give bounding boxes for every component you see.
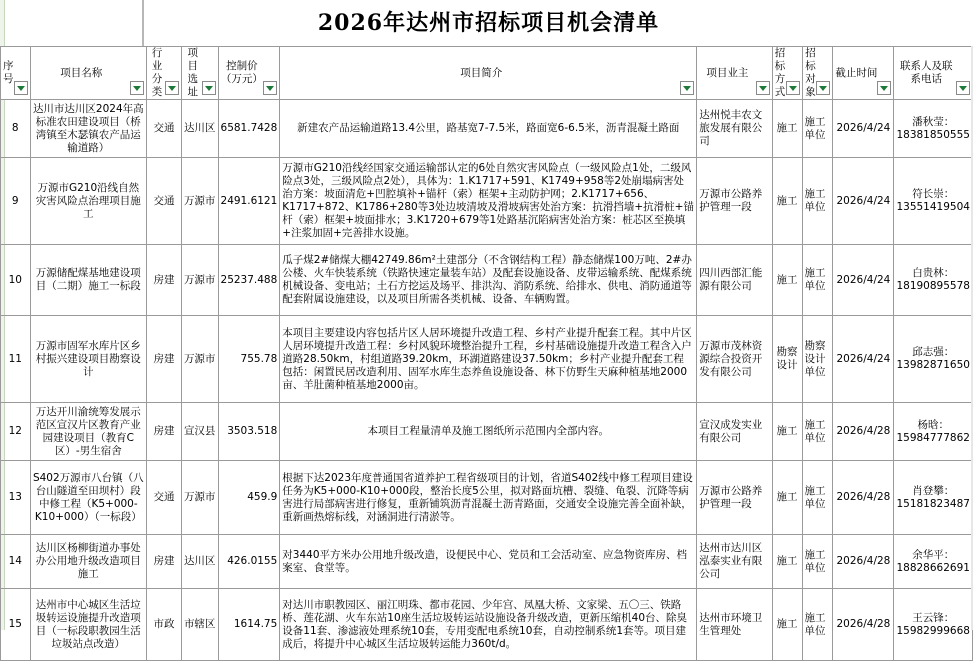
header-industry[interactable]: 行业分类 [147,47,182,100]
cell-name[interactable]: 达川区杨柳街道办事处办公用地升级改造项目施工 [30,535,147,589]
cell-mode[interactable]: 施工 [772,245,802,316]
cell-name[interactable]: 万源储配煤基地建设项目（二期）施工一标段 [30,245,147,316]
cell-unit[interactable]: 施工单位 [802,100,833,158]
cell-name[interactable]: S402万源市八台镇（八台山隧道至田坝村）段中修工程（K5+000-K10+000）（一标段） [30,461,147,535]
header-contact[interactable]: 联系人及联系电话 [894,47,973,100]
header-name[interactable]: 项目名称 [30,47,147,100]
cell-deadline[interactable]: 2026/4/28 [833,589,894,661]
cell-unit[interactable]: 勘察设计单位 [802,316,833,403]
table-row [1,316,973,403]
table-row [1,158,973,245]
cell-mode[interactable]: 施工 [772,100,802,158]
cell-name[interactable]: 达川市达川区2024年高标准农田建设项目（桥湾镇至木瑟镇农产品运输道路） [30,100,147,158]
filter-dropdown-icon[interactable] [263,81,277,95]
cell-industry[interactable]: 房建 [147,535,182,589]
filter-dropdown-icon[interactable] [816,81,830,95]
cell-area[interactable]: 达川区 [181,535,218,589]
filter-dropdown-icon[interactable] [877,81,891,95]
cell-area[interactable]: 万源市 [181,316,218,403]
cell-deadline[interactable]: 2026/4/28 [833,461,894,535]
cell-industry[interactable]: 房建 [147,245,182,316]
cell-no[interactable]: 14 [1,535,31,589]
table-row [1,403,973,461]
sheet-title[interactable]: 2026年达州市招标项目机会清单 [317,10,660,36]
cell-intro[interactable]: 瓜子煤2#储煤大棚42749.86m²土建部分（不含钢结构工程）静态储煤100万吨、2#办公楼、火车快装系统（铁路快速定量装车站）及配套设施设备、皮带运输系统、配煤系统机械设备、变电站；土石方挖运及场平、排洪沟、消防系统、给排水、供电、消防通道等配套附属设施建设，以及项目所需各类机械、设备、车辆购置。 [280,245,697,316]
cell-no[interactable]: 15 [1,589,31,661]
cell-unit[interactable]: 施工单位 [802,158,833,245]
cell-owner[interactable]: 达州市环境卫生管理处 [697,589,772,661]
cell-owner[interactable]: 宣汉成发实业有限公司 [697,403,772,461]
cell-owner[interactable]: 万源市茂林资源综合投资开发有限公司 [697,316,772,403]
cell-area[interactable]: 万源市 [181,245,218,316]
cell-name[interactable]: 万源市固军水库片区乡村振兴建设项目勘察设计 [30,316,147,403]
cell-no[interactable]: 9 [1,158,31,245]
cell-industry[interactable]: 房建 [147,403,182,461]
cell-price[interactable]: 1614.75 [218,589,280,661]
table-row [1,589,973,661]
filter-dropdown-icon[interactable] [786,81,800,95]
header-owner[interactable]: 项目业主 [697,47,772,100]
cell-price[interactable]: 6581.7428 [218,100,280,158]
cell-industry[interactable]: 交通 [147,100,182,158]
cell-no[interactable]: 11 [1,316,31,403]
cell-industry[interactable]: 交通 [147,461,182,535]
cell-mode[interactable]: 施工 [772,535,802,589]
filter-dropdown-icon[interactable] [680,81,694,95]
cell-unit[interactable]: 施工单位 [802,535,833,589]
cell-intro[interactable]: 万源市G210沿线经国家交通运输部认定的6处自然灾害风险点（一级风险点1处，二级风险点3处，三级风险点2处），具体为：1.K1717+591、K1749+958等2处崩塌病害处治方案：坡面清危+凹腔填补+锚杆（索）框架+主动防护网；2.K1717+656、K1717+872、K1786+280等3处边坡清坡及滑坡病害处治方案：抗滑挡墙+抗滑桩+锚杆（索）框架+坡面排水；3.K1720+679等1处路基沉陷病害处治方案：桩芯区至换填+注浆加固+完善排水设施。 [280,158,697,245]
cell-contact[interactable]: 符长崇：13551419504 [894,158,973,245]
cell-name[interactable]: 万达开川渝统筹发展示范区宣汉片区教育产业园建设项目（教育C区）-男生宿舍 [30,403,147,461]
cell-intro[interactable]: 本项目主要建设内容包括片区人居环境提升改造工程、乡村产业提升配套工程。其中片区人居环境提升改造工程：乡村风貌环境整治提升工程，乡村基础设施提升改造工程含入户道路28.50km，村组道路39.20km，环湖道路建设37.50km；乡村产业提升配套工程包括：闲置民居改造利用、固军水库生态养鱼设施设备、林下仿野生天麻种植基地2000亩、羊肚菌种植基地2000亩。 [280,316,697,403]
header-row [1,47,973,100]
filter-dropdown-icon[interactable] [14,81,28,95]
cell-owner[interactable]: 万源市公路养护管理一段 [697,158,772,245]
filter-dropdown-icon[interactable] [756,81,770,95]
cell-mode[interactable]: 施工 [772,461,802,535]
cell-intro[interactable]: 对达川市职教园区、丽江明珠、都市花园、少年宫、凤凰大桥、文家梁、五〇三、铁路桥、莲花湖、火车东站10座生活垃圾转运站设施设备升级改造，更新压缩机40台、除臭设备11套、渗滤液处理系统10套，专用变配电系统10套，自动控制系统1套等。项目建成后，将提升中心城区生活垃圾转运能力360t/d。 [280,589,697,661]
cell-unit[interactable]: 施工单位 [802,461,833,535]
cell-price[interactable]: 459.9 [218,461,280,535]
cell-price[interactable]: 426.0155 [218,535,280,589]
cell-unit[interactable]: 施工单位 [802,589,833,661]
cell-area[interactable]: 市辖区 [181,589,218,661]
cell-unit[interactable]: 施工单位 [802,245,833,316]
cell-industry[interactable]: 房建 [147,316,182,403]
cell-deadline[interactable]: 2026/4/24 [833,316,894,403]
cell-price[interactable]: 755.78 [218,316,280,403]
cell-contact[interactable]: 余华平：18828662691 [894,535,973,589]
cell-industry[interactable]: 交通 [147,158,182,245]
cell-owner[interactable]: 达州市达川区泓泰实业有限公司 [697,535,772,589]
cell-mode[interactable]: 施工 [772,589,802,661]
cell-contact[interactable]: 肖登攀：15181823487 [894,461,973,535]
title-row [0,0,973,46]
cell-no[interactable]: 8 [1,100,31,158]
cell-unit[interactable]: 施工单位 [802,403,833,461]
header-no[interactable]: 序号 [1,47,31,100]
header-deadline[interactable]: 截止时间 [833,47,894,100]
cell-contact[interactable]: 邱志强：13982871650 [894,316,973,403]
cell-contact[interactable]: 王云锋：15982999668 [894,589,973,661]
table-row [1,535,973,589]
cell-contact[interactable]: 潘秋莹：18381850555 [894,100,973,158]
cell-no[interactable]: 13 [1,461,31,535]
filter-dropdown-icon[interactable] [130,81,144,95]
cell-deadline[interactable]: 2026/4/28 [833,403,894,461]
cell-price[interactable]: 3503.518 [218,403,280,461]
cell-no[interactable]: 12 [1,403,31,461]
cell-name[interactable]: 达州市中心城区生活垃圾转运设施提升改造项目（一标段职教园生活垃圾站点改造） [30,589,147,661]
cell-deadline[interactable]: 2026/4/24 [833,158,894,245]
cell-owner[interactable]: 四川西部汇能源有限公司 [697,245,772,316]
cell-intro[interactable]: 新建农产品运输道路13.4公里，路基宽7-7.5米，路面宽6-6.5米，沥青混凝土路面 [280,100,697,158]
header-bid-unit[interactable]: 招标对象 [802,47,833,100]
cell-mode[interactable]: 施工 [772,158,802,245]
cell-area[interactable]: 万源市 [181,461,218,535]
filter-dropdown-icon[interactable] [202,81,216,95]
cell-price[interactable]: 2491.6121 [218,158,280,245]
cell-contact[interactable]: 杨晗：15984777862 [894,403,973,461]
filter-dropdown-icon[interactable] [165,81,179,95]
cell-area[interactable]: 宣汉县 [181,403,218,461]
table-row [1,100,973,158]
cell-mode[interactable]: 施工 [772,403,802,461]
data-table [0,46,973,661]
header-bid-mode[interactable]: 招标方式 [772,47,802,100]
table-row [1,461,973,535]
cell-mode[interactable]: 勘察设计 [772,316,802,403]
filter-dropdown-icon[interactable] [956,81,970,95]
cell-industry[interactable]: 市政 [147,589,182,661]
cell-area[interactable]: 达川区 [181,100,218,158]
header-intro[interactable]: 项目简介 [280,47,697,100]
cell-owner[interactable]: 万源市公路养护管理一段 [697,461,772,535]
header-control-price[interactable]: 控制价（万元） [218,47,280,100]
cell-intro[interactable]: 本项目工程量清单及施工图纸所示范围内全部内容。 [280,403,697,461]
cell-price[interactable]: 25237.488 [218,245,280,316]
cell-name[interactable]: 万源市G210沿线自然灾害风险点治理项目施工 [30,158,147,245]
cell-contact[interactable]: 白贵林：18190895578 [894,245,973,316]
cell-no[interactable]: 10 [1,245,31,316]
cell-intro[interactable]: 对3440平方米办公用地升级改造，设便民中心、党员和工会活动室、应急物资库房、档案室、食堂等。 [280,535,697,589]
header-area[interactable]: 项目选址 [181,47,218,100]
cell-intro[interactable]: 根据下达2023年度普通国省道养护工程省级项目的计划，省道S402线中修工程项目建设任务为K5+000-K10+000段，整治长度5公里，拟对路面坑槽、裂缝、龟裂、沉降等病害进行局部病害进行修复，重新铺筑沥青混凝土沥青路面，交通安全设施完善全面补缺，重新画热熔标线，对涵洞进行清淤等。 [280,461,697,535]
cell-deadline[interactable]: 2026/4/24 [833,100,894,158]
cell-deadline[interactable]: 2026/4/24 [833,245,894,316]
cell-deadline[interactable]: 2026/4/28 [833,535,894,589]
cell-area[interactable]: 万源市 [181,158,218,245]
cell-owner[interactable]: 达州悦丰农文旅发展有限公司 [697,100,772,158]
table-row [1,245,973,316]
